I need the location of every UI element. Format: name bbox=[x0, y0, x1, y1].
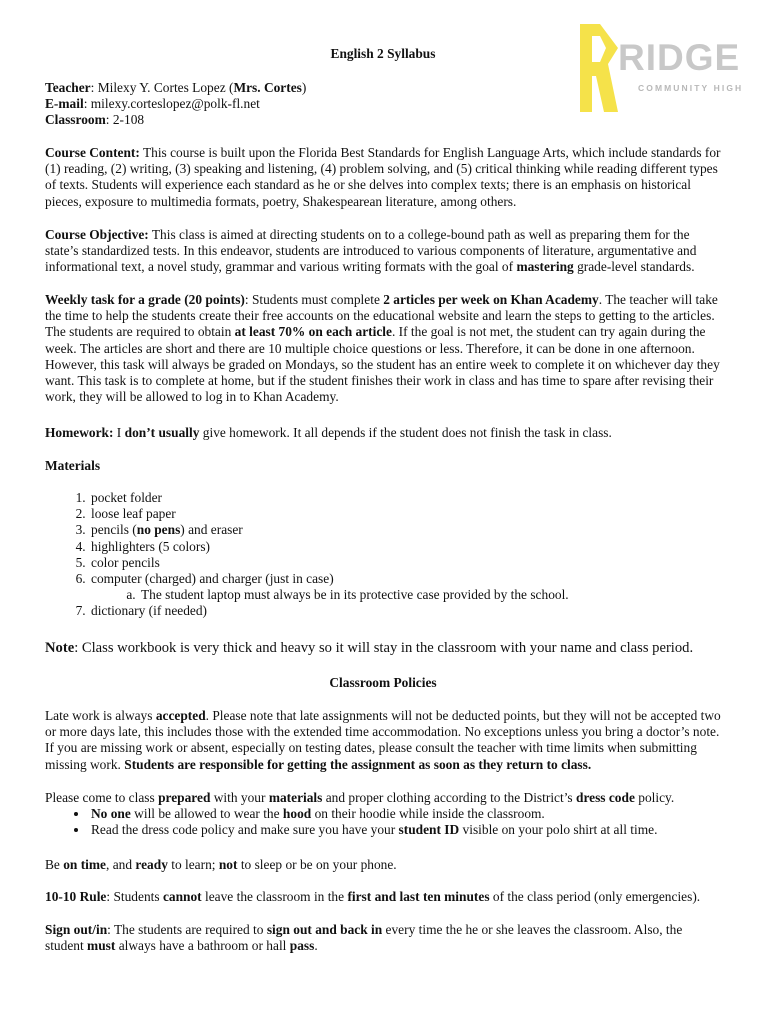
teacher-name: Milexy Y. Cortes Lopez ( bbox=[97, 80, 234, 95]
computer-text: computer (charged) and charger (just in case) bbox=[91, 571, 334, 587]
teacher-label: Teacher bbox=[45, 80, 91, 95]
homework-text-2: give homework. It all depends if the student does not finish the task in class. bbox=[202, 425, 612, 440]
late-text-1: Late work is always bbox=[45, 708, 153, 723]
teacher-info bbox=[45, 80, 565, 129]
teacher-line: Teacher: Milexy Y. Cortes Lopez (Mrs. Cortes) bbox=[45, 80, 307, 95]
classroom-line: Classroom: 2-108 bbox=[45, 112, 145, 128]
list-item bbox=[89, 822, 721, 838]
classroom-value: 2-108 bbox=[112, 112, 145, 128]
rule-text-3: of the class period (only emergencies). bbox=[492, 889, 701, 904]
rule-bold-1: cannot bbox=[162, 889, 202, 904]
list-item: 1. pocket folder bbox=[89, 490, 721, 506]
school-logo bbox=[578, 20, 758, 116]
bullet1-bold: No one bbox=[91, 806, 131, 822]
prepared-text-3: and proper clothing according to the District’s bbox=[325, 790, 573, 805]
weekly-bold-1: 2 articles per week on Khan Academy bbox=[383, 292, 599, 307]
materials-list bbox=[45, 490, 721, 620]
course-content bbox=[45, 145, 721, 210]
signout-text-4: . bbox=[314, 938, 318, 954]
homework bbox=[45, 425, 721, 441]
teacher-short-name: Mrs. Cortes bbox=[233, 80, 302, 95]
pencils-bold: no pens bbox=[136, 522, 181, 538]
list-item: 7. dictionary (if needed) bbox=[89, 603, 721, 619]
signout-bold-1: sign out and back in bbox=[266, 922, 383, 937]
list-item bbox=[89, 806, 721, 822]
ontime-text-2: , and bbox=[106, 857, 133, 872]
prepared bbox=[45, 790, 721, 839]
late-work bbox=[45, 708, 721, 773]
email-value: milexy.corteslopez@polk-fl.net bbox=[90, 96, 260, 112]
prepared-line bbox=[45, 790, 721, 806]
email-label: E-mail bbox=[45, 96, 84, 112]
signout-bold-3: pass bbox=[289, 938, 315, 954]
list-item bbox=[89, 522, 721, 538]
prepared-text-1: Please come to class bbox=[45, 790, 155, 805]
course-objective-text: This class is aimed at directing students on to a college-bound path as well as preparing them for the state’s standardized tests. In this endeavor, students are introduced to various components of literature, argumentative and informational text, a novel study, grammar and various writing formats with the goal of bbox=[45, 227, 697, 275]
late-bold-2: Students are responsible for getting the assignment as soon as they return to class. bbox=[124, 756, 592, 772]
prepared-bold-2: materials bbox=[268, 790, 323, 805]
prepared-text-2: with your bbox=[213, 790, 266, 805]
sub-list-item: a. The student laptop must always be in its protective case provided by the school. bbox=[139, 587, 721, 603]
course-objective-tail: grade-level standards. bbox=[577, 259, 695, 275]
prepared-bold-1: prepared bbox=[158, 790, 211, 805]
prepared-bold-3: dress code bbox=[576, 790, 635, 805]
note-label: Note bbox=[45, 640, 75, 656]
weekly-text-2: . The teacher will take the time to help the students create their free accounts on the educational website and learn the steps to getting to the articles. The students are required to obtain bbox=[45, 292, 718, 340]
sign-out-in bbox=[45, 922, 721, 954]
ontime-text-4: to sleep or be on your phone. bbox=[240, 857, 397, 872]
note-text: : Class workbook is very thick and heavy so it will stay in the classroom with your name and class period. bbox=[74, 640, 694, 656]
bullet1-text-2: on their hoodie while inside the classroom. bbox=[314, 806, 545, 822]
course-objective-label: Course Objective: bbox=[45, 227, 149, 242]
homework-label: Homework: bbox=[45, 425, 114, 440]
ontime-text-3: to learn; bbox=[171, 857, 216, 872]
list-item bbox=[89, 571, 721, 603]
ontime-bold-2: ready bbox=[135, 857, 168, 872]
pencils-tail: ) and eraser bbox=[180, 522, 243, 538]
materials-heading: Materials bbox=[45, 458, 101, 473]
ontime-bold-1: on time bbox=[63, 857, 107, 872]
rule-label: 10-10 Rule bbox=[45, 889, 107, 904]
ontime-bold-3: not bbox=[218, 857, 238, 872]
bullet1-text: will be allowed to wear the bbox=[134, 806, 280, 822]
rule-text-2: leave the classroom in the bbox=[205, 889, 345, 904]
bullet1-bold-2: hood bbox=[282, 806, 312, 822]
list-item: 4. highlighters (5 colors) bbox=[89, 539, 721, 555]
teacher-close: ) bbox=[301, 80, 307, 95]
signout-label: Sign out/in bbox=[45, 922, 108, 937]
bullet2-text-2: visible on your polo shirt at all time. bbox=[462, 822, 658, 838]
signout-text-3: always have a bathroom or hall bbox=[118, 938, 287, 954]
pencils-text: pencils ( bbox=[91, 522, 137, 538]
policies-heading: Classroom Policies bbox=[329, 675, 437, 690]
homework-bold: don’t usually bbox=[124, 425, 200, 440]
ridge-mark-icon bbox=[578, 20, 618, 116]
page-title: English 2 Syllabus bbox=[330, 46, 436, 61]
note bbox=[45, 640, 721, 657]
late-bold-1: accepted bbox=[155, 708, 206, 723]
prepared-text-4: policy. bbox=[638, 790, 675, 805]
bullet2-text: Read the dress code policy and make sure you have your bbox=[91, 822, 396, 838]
course-objective-bold: mastering bbox=[516, 259, 574, 275]
ten-ten-rule bbox=[45, 889, 721, 905]
signout-text-1: : The students are required to bbox=[107, 922, 264, 937]
weekly-task-label: Weekly task for a grade (20 points) bbox=[45, 292, 245, 307]
weekly-text-3: . If the goal is not met, the student can try again during the week. The articles are short and there are 10 multiple choice questions or less. Therefore, it can be done in one afternoon. However, this task will always be graded on Mondays, so the student has an entire week to complete it on whichever day they want. This task is to complete at home, but if the student finishes their work in class and has time to spare after revising their work, they will be allowed to log in to Khan Academy. bbox=[45, 324, 720, 405]
list-item: 5. color pencils bbox=[89, 555, 721, 571]
signout-bold-2: must bbox=[87, 938, 116, 954]
logo-word: RIDGE bbox=[618, 37, 741, 78]
logo-subtitle: COMMUNITY HIGH bbox=[638, 83, 744, 93]
homework-text-1: I bbox=[116, 425, 122, 440]
email-line: E-mail: milexy.corteslopez@polk-fl.net bbox=[45, 96, 260, 112]
weekly-text-1: : Students must complete bbox=[244, 292, 380, 307]
course-objective bbox=[45, 227, 721, 276]
on-time bbox=[45, 857, 721, 873]
classroom-label: Classroom bbox=[45, 112, 106, 128]
bullet2-bold: student ID bbox=[398, 822, 460, 838]
ontime-text-1: Be bbox=[45, 857, 60, 872]
course-content-label: Course Content: bbox=[45, 145, 140, 160]
list-item: 2. loose leaf paper bbox=[89, 506, 721, 522]
signout-text-2: every time the he or she leaves the classroom. Also, the student bbox=[45, 922, 683, 954]
weekly-task bbox=[45, 292, 721, 405]
late-text-2: . Please note that late assignments will not be deducted points, but they will not be accepted two or more days late, this includes those with the extended time accommodation. No exceptions unless you bring a doctor’s note. If you are missing work or absent, especially on testing dates, please consult the teacher with time limits when submitting missing work. bbox=[45, 708, 721, 772]
rule-bold-2: first and last ten minutes bbox=[347, 889, 490, 904]
rule-text-1: : Students bbox=[106, 889, 160, 904]
course-content-text: This course is built upon the Florida Best Standards for English Language Arts, which include standards for (1) reading, (2) writing, (3) speaking and listening, (4) problem solving, and (5) critical thinking while reading different types of texts. Students will experience each standard as he or she delves into complex texts; there is an emphasis on historical pieces, exposure to multimedia formats, poetry, Shakespearean literature, among others. bbox=[45, 145, 721, 209]
weekly-bold-2: at least 70% on each article bbox=[234, 324, 392, 340]
